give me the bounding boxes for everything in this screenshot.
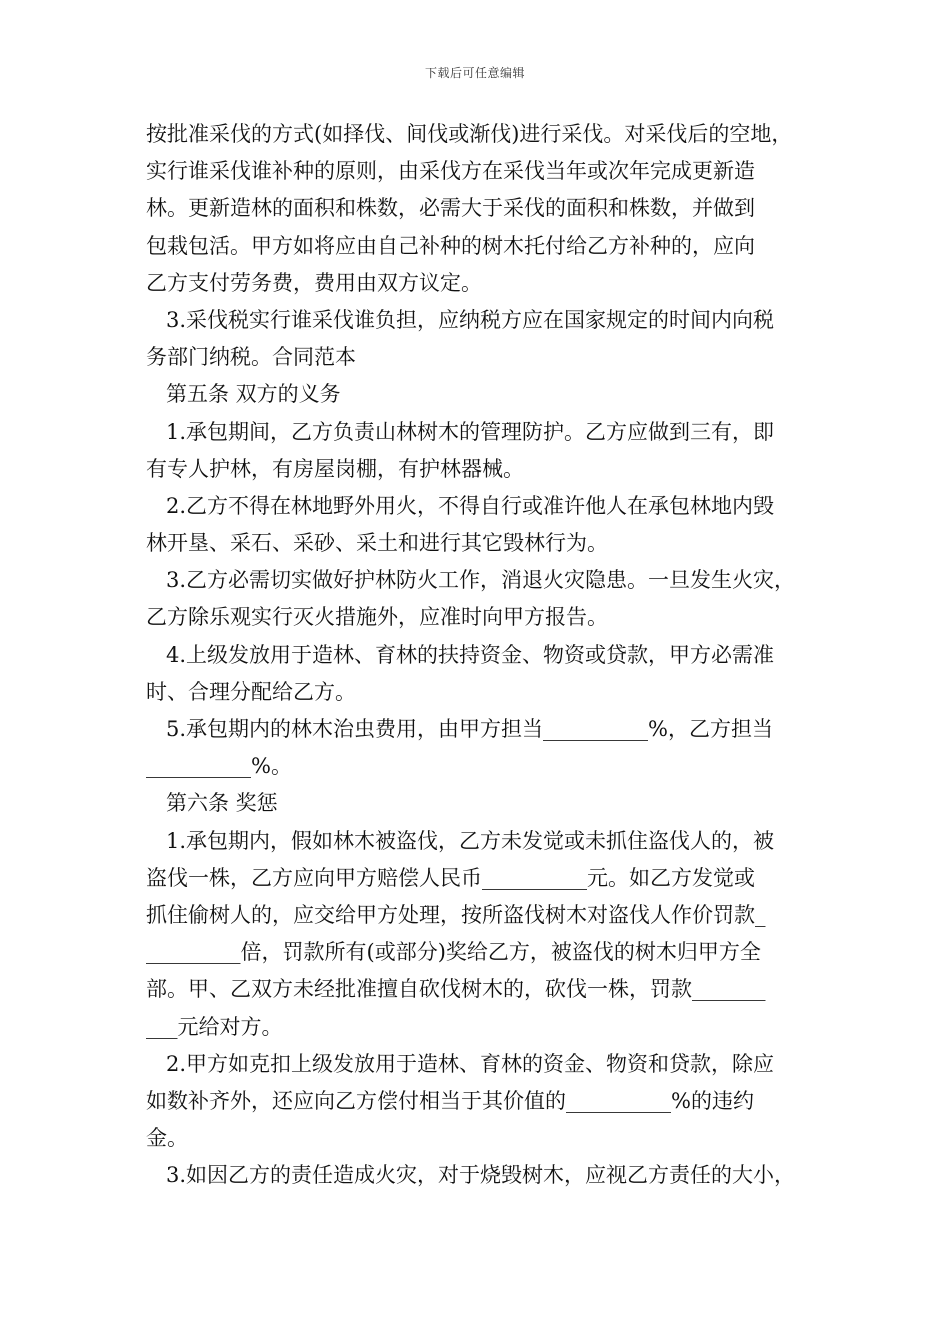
paragraph-line: 有专人护林，有房屋岗棚，有护林器械。 <box>146 456 524 481</box>
clause-line: 3.如因乙方的责任造成火灾，对于烧毁树木，应视乙方责任的大小， <box>166 1163 796 1188</box>
paragraph-line: 包栽包活。甲方如将应由自己补种的树木托付给乙方补种的，应向 <box>146 233 755 258</box>
paragraph-line: 金。 <box>146 1126 188 1151</box>
paragraph-line: 抓住偷树人的，应交给甲方处理，按所盗伐树木对盗伐人作价罚款_ <box>146 902 766 927</box>
clause-line: 3.采伐税实行谁采伐谁负担，应纳税方应在国家规定的时间内向税 <box>166 307 775 332</box>
clause-line: 3.乙方必需切实做好护林防火工作，消退火灾隐患。一旦发生火灾， <box>166 568 796 593</box>
paragraph-line: 林开垦、采石、采砂、采土和进行其它毁林行为。 <box>146 531 608 556</box>
clause-line: 1.承包期内，假如林木被盗伐，乙方未发觉或未抓住盗伐人的，被 <box>166 828 775 853</box>
paragraph-line: 时、合理分配给乙方。 <box>146 679 356 704</box>
clause-line: 2.乙方不得在林地野外用火，不得自行或准许他人在承包林地内毁 <box>166 493 775 518</box>
paragraph-line: 务部门纳税。合同范本 <box>146 345 356 370</box>
paragraph-line: 乙方除乐观实行灭火措施外，应准时向甲方报告。 <box>146 605 608 630</box>
clause-line: 4.上级发放用于造林、育林的扶持资金、物资或贷款，甲方必需准 <box>166 642 775 667</box>
clause-line: 1.承包期间，乙方负责山林树木的管理防护。乙方应做到三有，即 <box>166 419 775 444</box>
section-heading: 第五条 双方的义务 <box>166 382 341 407</box>
paragraph-line: 部。甲、乙双方未经批准擅自砍伐树木的，砍伐一株，罚款_______ <box>146 977 766 1002</box>
clause-line: 5.承包期内的林木治虫费用，由甲方担当__________%，乙方担当 <box>166 717 773 741</box>
paragraph-line: 林。更新造林的面积和株数，必需大于采伐的面积和株数，并做到 <box>146 196 755 221</box>
paragraph-line: 盗伐一株，乙方应向甲方赔偿人民币__________元。如乙方发觉或 <box>146 865 755 890</box>
clause-line: 2.甲方如克扣上级发放用于造林、育林的资金、物资和贷款，除应 <box>166 1051 775 1076</box>
paragraph-line: 乙方支付劳务费，费用由双方议定。 <box>146 270 482 295</box>
paragraph-line: _________倍，罚款所有(或部分)奖给乙方，被盗伐的树木归甲方全 <box>146 940 761 965</box>
paragraph-line: 如数补齐外，还应向乙方偿付相当于其价值的__________%的违约 <box>146 1088 754 1113</box>
paragraph-line: __________%。 <box>146 754 292 779</box>
paragraph-line: 按批准采伐的方式(如择伐、间伐或渐伐)进行采伐。对采伐后的空地， <box>146 122 793 146</box>
paragraph-line: 实行谁采伐谁补种的原则，由采伐方在采伐当年或次年完成更新造 <box>146 159 755 184</box>
section-heading: 第六条 奖惩 <box>166 791 278 816</box>
contract-body <box>146 116 820 1194</box>
page-header: 下载后可任意编辑 <box>424 66 525 80</box>
paragraph-line: ___元给对方。 <box>146 1014 283 1039</box>
